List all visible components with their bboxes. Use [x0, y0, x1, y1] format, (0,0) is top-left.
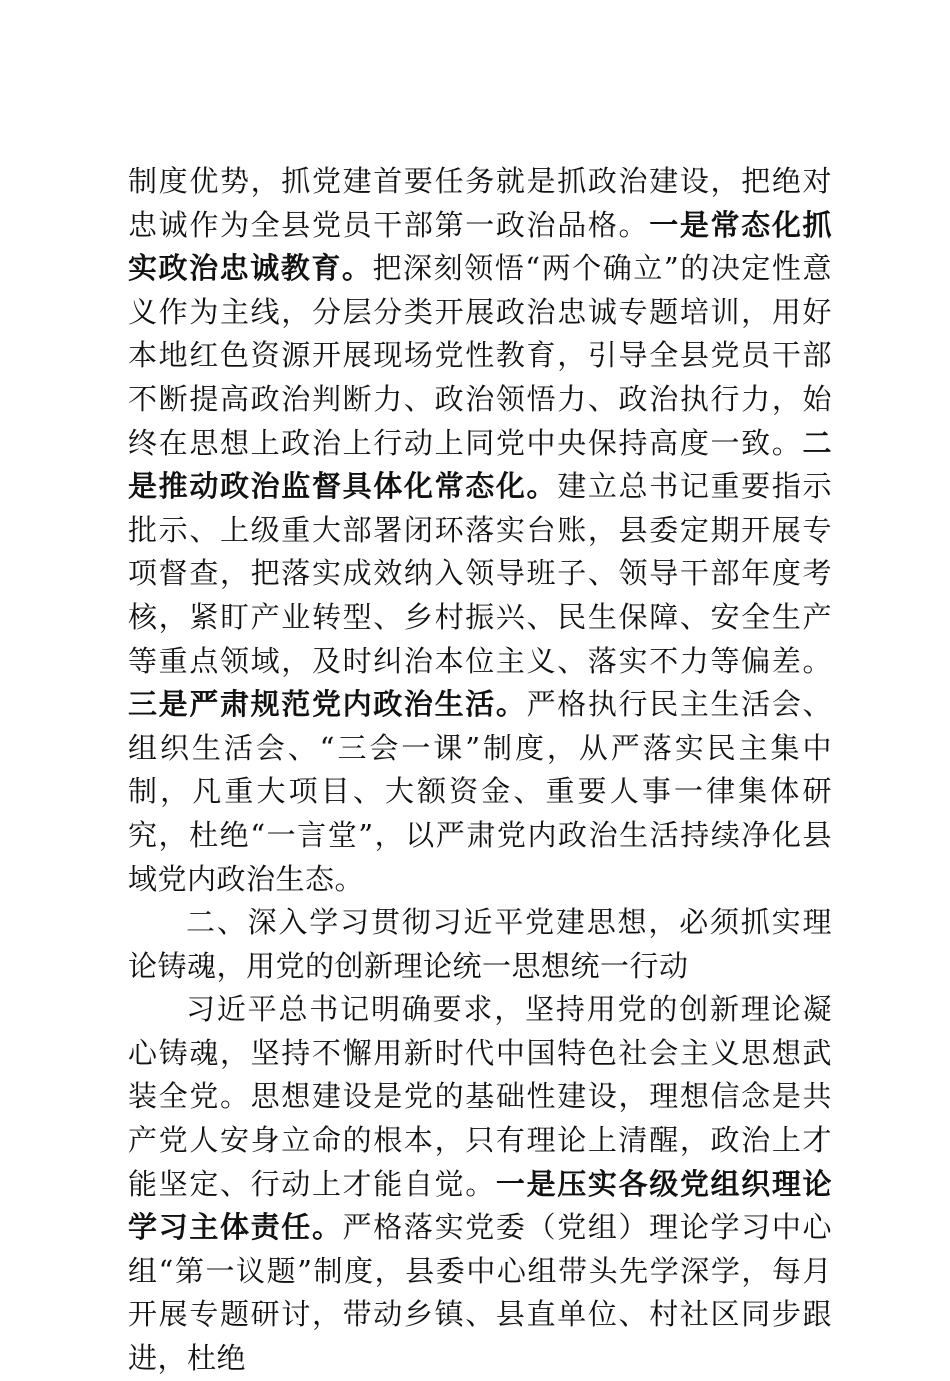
body-text: 严格落实党委（党组）理论学习中心组“第一议题”制度，县委中心组带头先学深学，每月开展专题研讨，带动乡镇、县直单位、村社区同步跟进，杜绝	[128, 1210, 832, 1376]
body-text: 把深刻领悟“两个确立”的决定性意义作为主线，分层分类开展政治忠诚专题培训，用好本地红色资源开展现场党性教育，引导全县党员干部不断提高政治判断力、政治领悟力、政治执行力，始终在思想上政治上行动上同党中央保持高度一致。	[128, 251, 832, 460]
body-text: 制度优势，抓党建首要任务就是抓政治建设，把绝对忠诚作为全县党员干部第一政治品格。	[128, 164, 832, 242]
section-heading-two	[128, 901, 832, 988]
section-heading-text: 二、深入学习贯彻习近平党建思想，必须抓实理论铸魂，用党的创新理论统一思想统一行动	[128, 905, 832, 983]
bold-heading-point-two: 二是推动政治监督具体化常态化。	[128, 425, 832, 504]
bold-heading-point-one: 一是压实各级党组织理论学习主体责任。	[128, 1166, 832, 1245]
paragraph-political-building	[128, 160, 832, 901]
bold-heading-point-one: 一是常态化抓实政治忠诚教育。	[128, 207, 832, 286]
body-text: 严格执行民主生活会、组织生活会、“三会一课”制度，从严落实民主集中制，凡重大项目、大额资金、重要人事一律集体研究，杜绝“一言堂”，以严肃党内政治生活持续净化县域党内政治生态。	[128, 687, 832, 896]
document-body	[128, 160, 832, 1381]
body-text: 建立总书记重要指示批示、上级重大部署闭环落实台账，县委定期开展专项督查，把落实成效纳入领导班子、领导干部年度考核，紧盯产业转型、乡村振兴、民生保障、安全生产等重点领域，及时纠治本位主义、落实不力等偏差。	[128, 469, 832, 678]
bold-heading-point-three: 三是严肃规范党内政治生活。	[128, 687, 527, 722]
body-text: 习近平总书记明确要求，坚持用党的创新理论凝心铸魂，坚持不懈用新时代中国特色社会主义思想武装全党。思想建设是党的基础性建设，理想信念是共产党人安身立命的根本，只有理论上清醒，政治上才能坚定、行动上才能自觉。	[128, 992, 832, 1201]
paragraph-theory-building	[128, 988, 832, 1380]
